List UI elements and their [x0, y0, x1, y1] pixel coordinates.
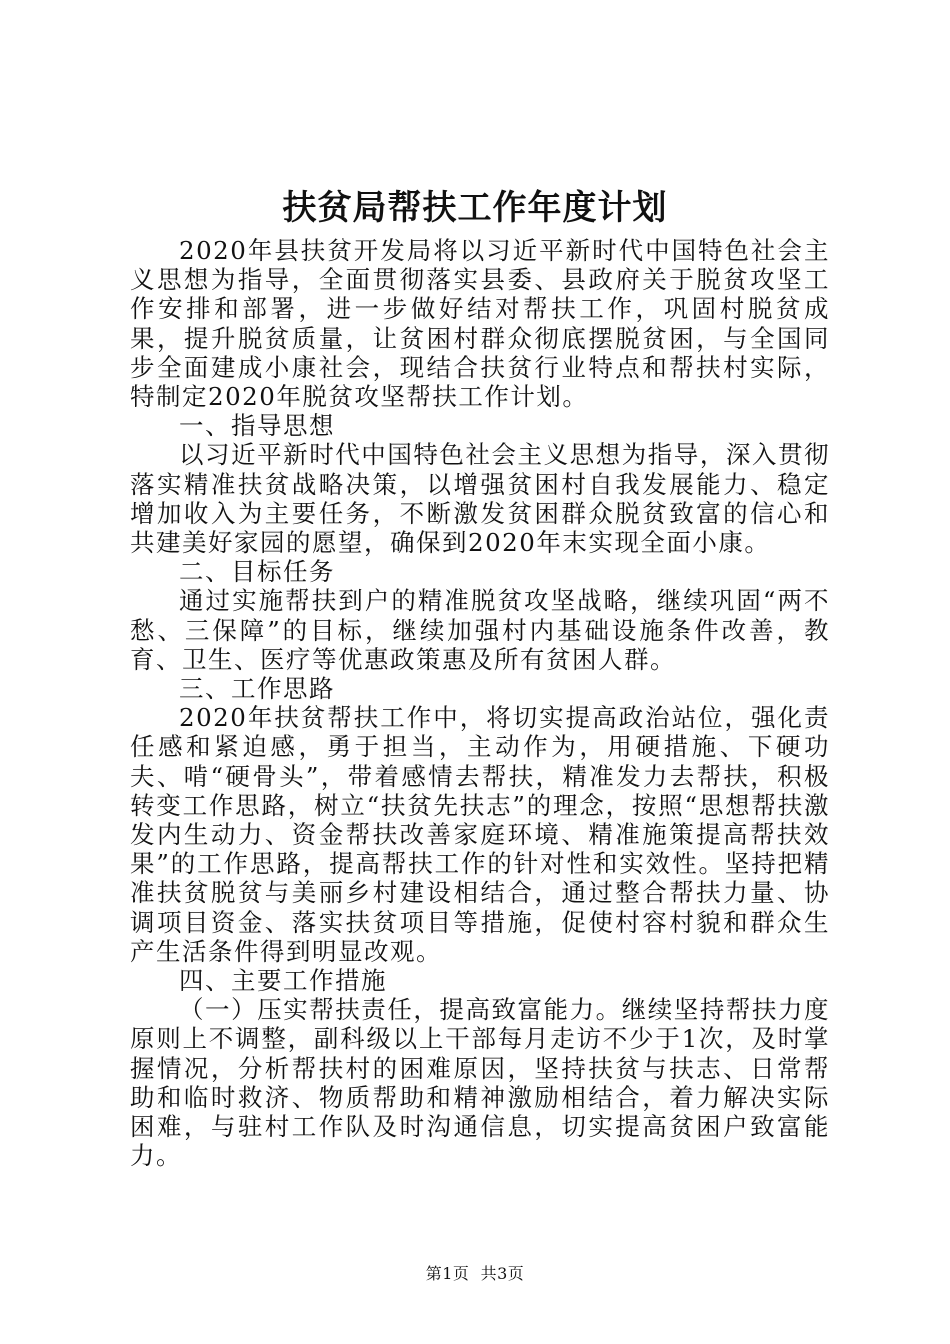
section-paragraph: 通过实施帮扶到户的精准脱贫攻坚战略，继续巩固“两不愁、三保障”的目标，继续加强村内基础设施条件改善，教育、卫生、医疗等优惠政策惠及所有贫困人群。 [130, 586, 830, 674]
document-body [130, 236, 830, 1171]
section-heading-goals: 二、目标任务 [179, 557, 335, 587]
page-number-total: 共3页 [480, 1264, 525, 1283]
section-paragraph: 以习近平新时代中国特色社会主义思想为指导，深入贯彻落实精准扶贫战略决策，以增强贫困村自我发展能力、稳定增加收入为主要任务，不断激发贫困群众脱贫致富的信心和共建美好家园的愿望，确保到2020年末实现全面小康。 [130, 440, 830, 558]
section-heading-main-measures: 四、主要工作措施 [179, 966, 387, 996]
section-paragraph: 2020年扶贫帮扶工作中，将切实提高政治站位，强化责任感和紧迫感，勇于担当，主动作为，用硬措施、下硬功夫、啃“硬骨头”，带着感情去帮扶，精准发力去帮扶，积极转变工作思路，树立“扶贫先扶志”的理念，按照“思想帮扶激发内生动力、资金帮扶改善家庭环境、精准施策提高帮扶效果”的工作思路，提高帮扶工作的针对性和实效性。坚持把精准扶贫脱贫与美丽乡村建设相结合，通过整合帮扶力量、协调项目资金、落实扶贫项目等措施，促使村容村貌和群众生产生活条件得到明显改观。 [130, 703, 830, 966]
section-heading-work-approach: 三、工作思路 [179, 674, 335, 704]
document-title: 扶贫局帮扶工作年度计划 [282, 188, 668, 228]
intro-paragraph: 2020年县扶贫开发局将以习近平新时代中国特色社会主义思想为指导，全面贯彻落实县委、县政府关于脱贫攻坚工作安排和部署，进一步做好结对帮扶工作，巩固村脱贫成果，提升脱贫质量，让贫困村群众彻底摆脱贫困，与全国同步全面建成小康社会，现结合扶贫行业特点和帮扶村实际，特制定2020年脱贫攻坚帮扶工作计划。 [130, 236, 830, 412]
page-footer [0, 1262, 950, 1286]
section-heading-guiding-ideology: 一、指导思想 [179, 411, 335, 441]
section-paragraph: （一）压实帮扶责任，提高致富能力。继续坚持帮扶力度原则上不调整，副科级以上干部每月走访不少于1次，及时掌握情况，分析帮扶村的困难原因，坚持扶贫与扶志、日常帮助和临时救济、物质帮助和精神激励相结合，着力解决实际困难，与驻村工作队及时沟通信息，切实提高贫困户致富能力。 [130, 995, 830, 1171]
page-number-current: 第1页 [425, 1264, 470, 1283]
